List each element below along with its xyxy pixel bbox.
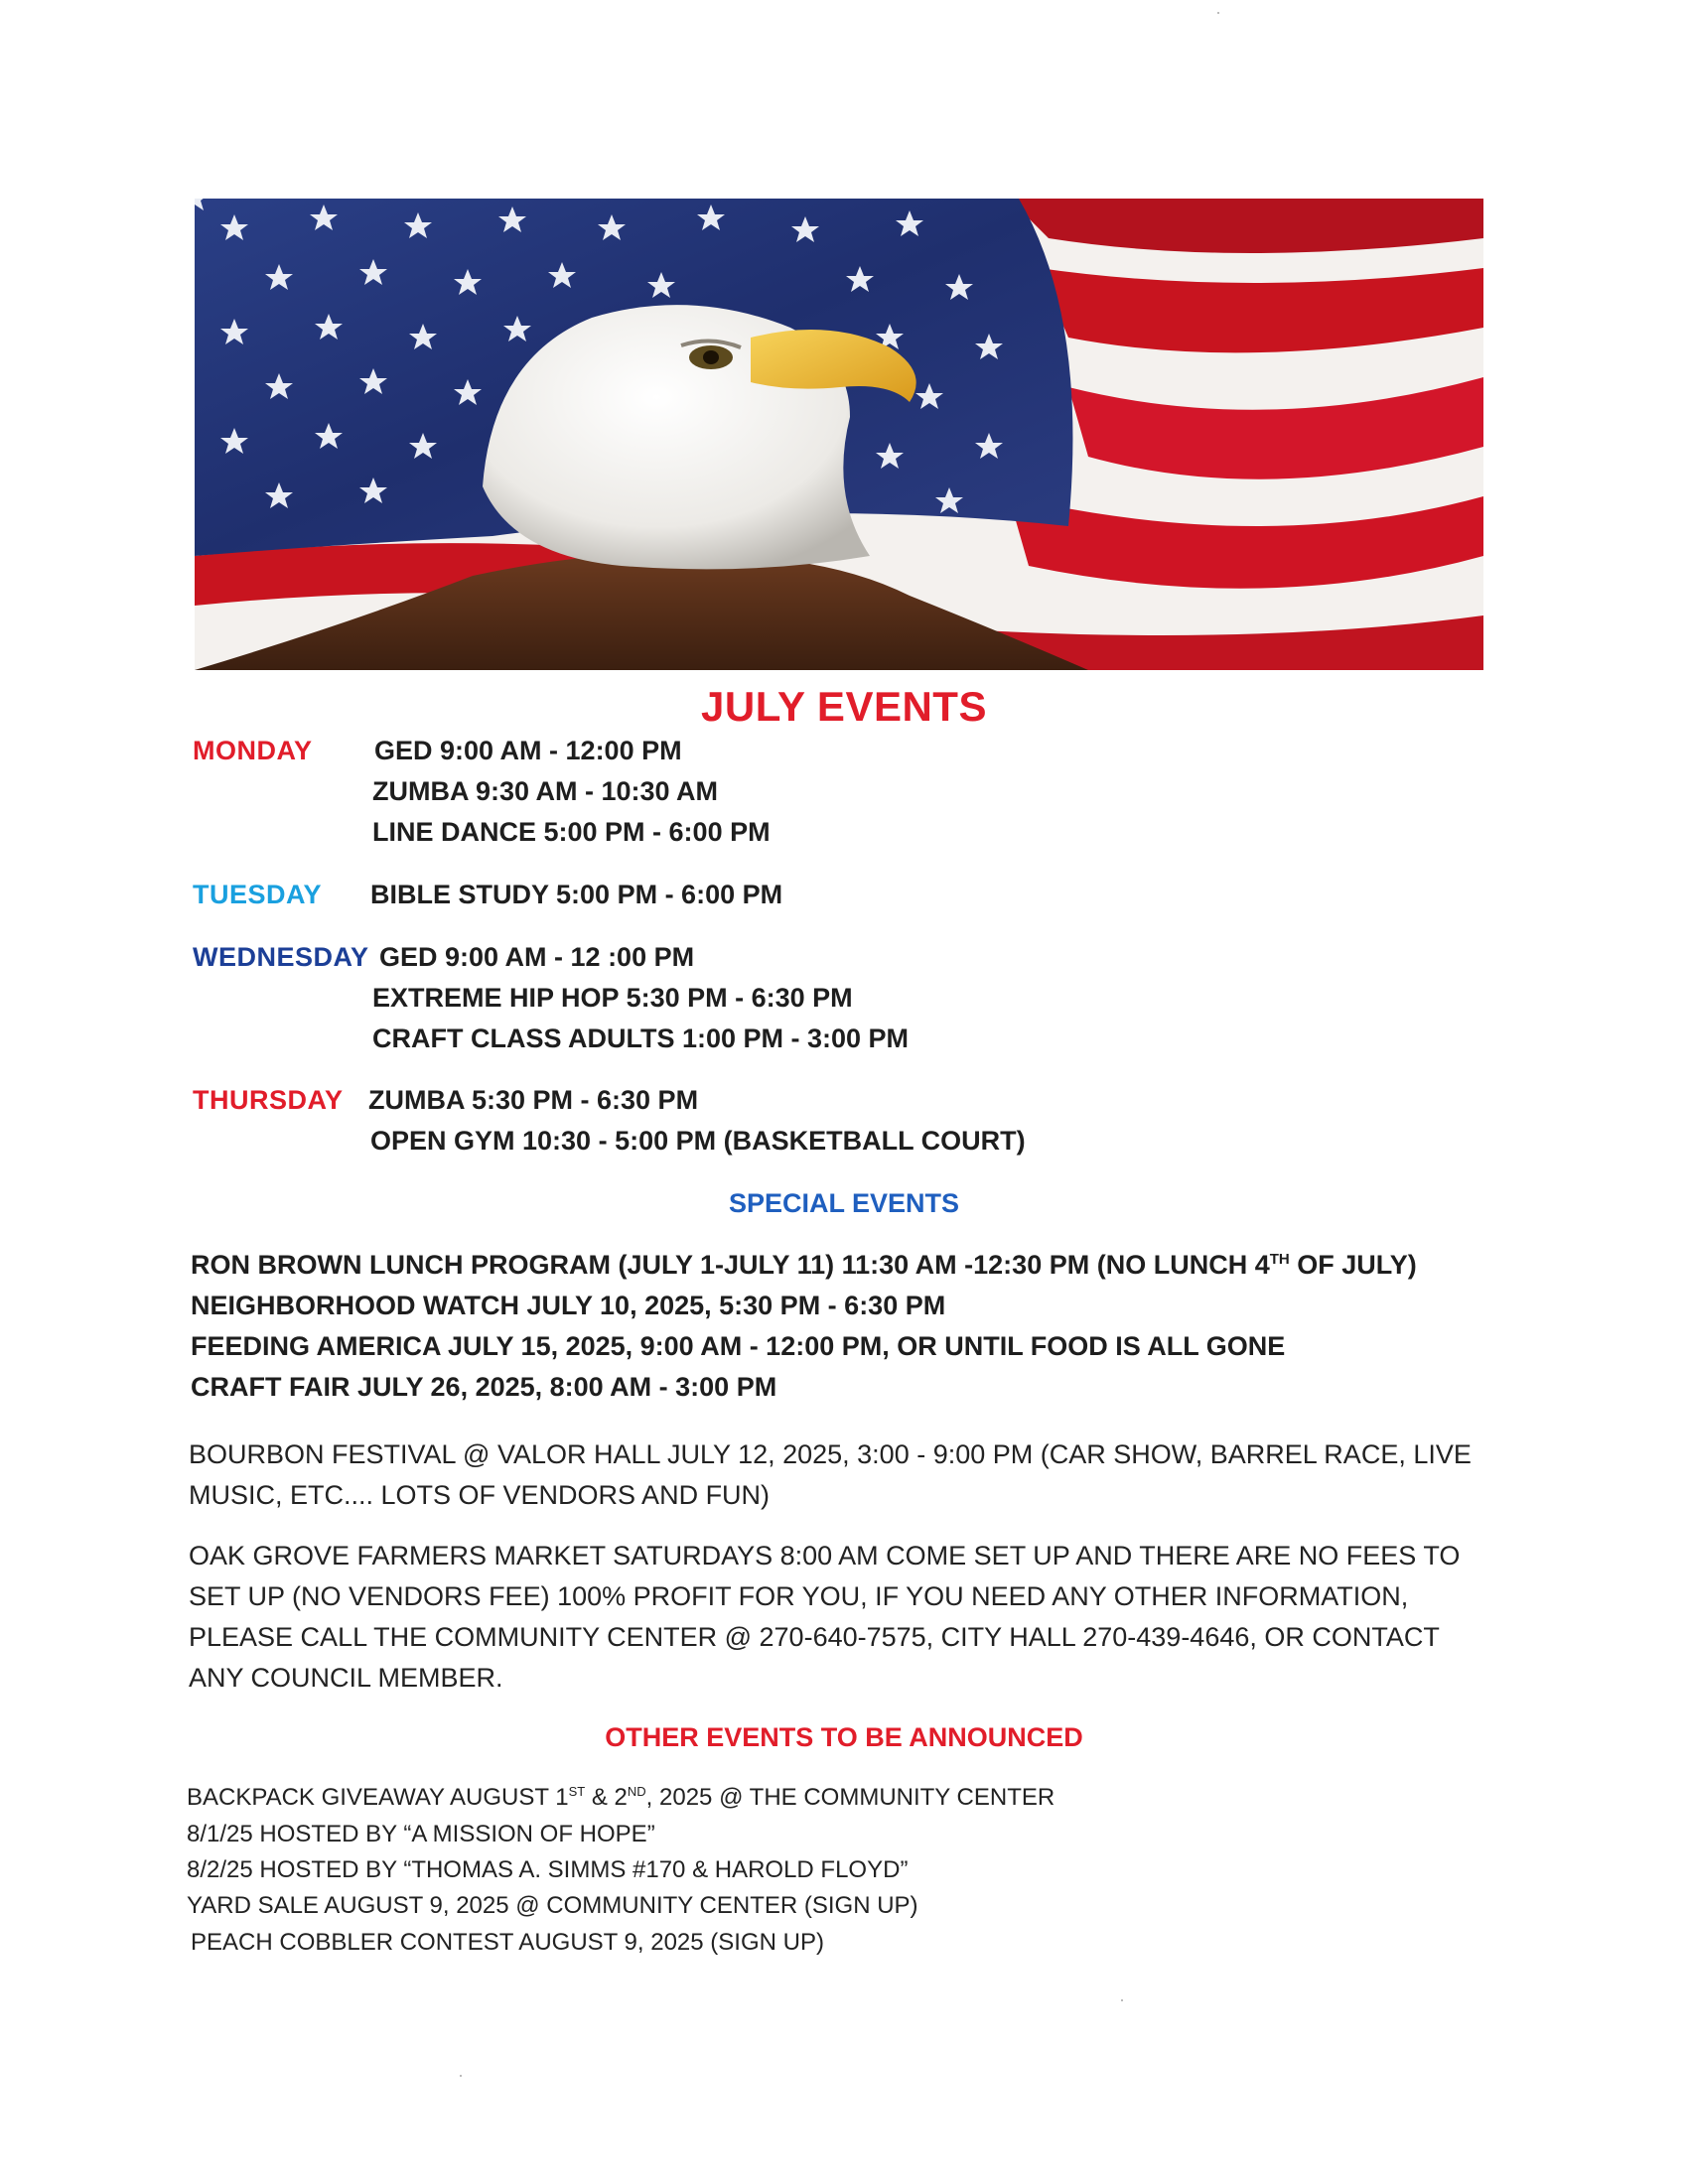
special-events-heading: SPECIAL EVENTS xyxy=(728,1188,960,1218)
schedule-event: GED 9:00 AM - 12:00 PM xyxy=(374,736,682,765)
upcoming-backpack-giveaway xyxy=(187,1784,1055,1812)
schedule-event: LINE DANCE 5:00 PM - 6:00 PM xyxy=(372,817,771,847)
upcoming-peach-cobbler: PEACH COBBLER CONTEST AUGUST 9, 2025 (SIGN UP) xyxy=(191,1929,824,1956)
upcoming-event-text: , 2025 @ THE COMMUNITY CENTER xyxy=(645,1784,1055,1811)
eagle-flag-banner xyxy=(195,199,1483,670)
schedule-event: OPEN GYM 10:30 - 5:00 PM (BASKETBALL COURT) xyxy=(370,1126,1026,1156)
upcoming-event-text: & 2 xyxy=(585,1784,628,1811)
schedule-event: BIBLE STUDY 5:00 PM - 6:00 PM xyxy=(370,880,783,909)
day-label-thursday: THURSDAY xyxy=(193,1085,344,1115)
bourbon-festival-paragraph: BOURBON FESTIVAL @ VALOR HALL JULY 12, 2025, 3:00 - 9:00 PM (CAR SHOW, BARREL RACE, LIVE MUSIC, ETC.... LOTS OF VENDORS AND FUN) xyxy=(189,1439,1472,1510)
schedule-event: ZUMBA 9:30 AM - 10:30 AM xyxy=(372,776,719,806)
special-event-ron-brown xyxy=(191,1250,1417,1281)
eagle-flag-illustration xyxy=(195,199,1483,670)
special-event-neighborhood-watch: NEIGHBORHOOD WATCH JULY 10, 2025, 5:30 PM - 6:30 PM xyxy=(191,1291,946,1320)
day-label-monday: MONDAY xyxy=(193,736,313,765)
day-label-tuesday: TUESDAY xyxy=(193,880,323,909)
special-event-text: RON BROWN LUNCH PROGRAM (JULY 1-JULY 11) 11:30 AM -12:30 PM (NO LUNCH 4 xyxy=(191,1250,1270,1280)
upcoming-hosted-2: 8/2/25 HOSTED BY “THOMAS A. SIMMS #170 & HAROLD FLOYD” xyxy=(187,1856,909,1883)
special-event-text: OF JULY) xyxy=(1289,1250,1417,1280)
scan-speck xyxy=(1217,12,1219,14)
ordinal-suffix: TH xyxy=(1269,1251,1290,1268)
schedule-event: GED 9:00 AM - 12 :00 PM xyxy=(379,942,695,972)
other-events-heading: OTHER EVENTS TO BE ANNOUNCED xyxy=(605,1722,1083,1752)
upcoming-hosted-1: 8/1/25 HOSTED BY “A MISSION OF HOPE” xyxy=(187,1821,655,1847)
upcoming-yard-sale: YARD SALE AUGUST 9, 2025 @ COMMUNITY CENTER (SIGN UP) xyxy=(187,1892,918,1919)
ordinal-suffix: ND xyxy=(627,1784,646,1799)
scan-speck xyxy=(460,2075,462,2077)
schedule-event: EXTREME HIP HOP 5:30 PM - 6:30 PM xyxy=(372,983,853,1013)
ordinal-suffix: ST xyxy=(568,1784,586,1799)
schedule-event: CRAFT CLASS ADULTS 1:00 PM - 3:00 PM xyxy=(372,1024,910,1053)
upcoming-event-text: BACKPACK GIVEAWAY AUGUST 1 xyxy=(187,1784,569,1811)
special-event-craft-fair: CRAFT FAIR JULY 26, 2025, 8:00 AM - 3:00 PM xyxy=(191,1372,777,1402)
page-title: JULY EVENTS xyxy=(701,683,987,730)
schedule-event: ZUMBA 5:30 PM - 6:30 PM xyxy=(368,1085,699,1115)
day-label-wednesday: WEDNESDAY xyxy=(193,942,369,972)
farmers-market-paragraph: OAK GROVE FARMERS MARKET SATURDAYS 8:00 AM COME SET UP AND THERE ARE NO FEES TO SET UP (NO VENDORS FEE) 100% PROFIT FOR YOU, IF YOU NEED ANY OTHER INFORMATION, PLEASE CALL THE COMMUNITY CENTER @ 270-640-7575, CITY HALL 270-439-4646, OR CONTACT ANY COUNCIL MEMBER. xyxy=(189,1541,1461,1693)
special-event-feeding-america: FEEDING AMERICA JULY 15, 2025, 9:00 AM - 12:00 PM, OR UNTIL FOOD IS ALL GONE xyxy=(191,1331,1286,1361)
scan-speck xyxy=(1121,1999,1123,2001)
